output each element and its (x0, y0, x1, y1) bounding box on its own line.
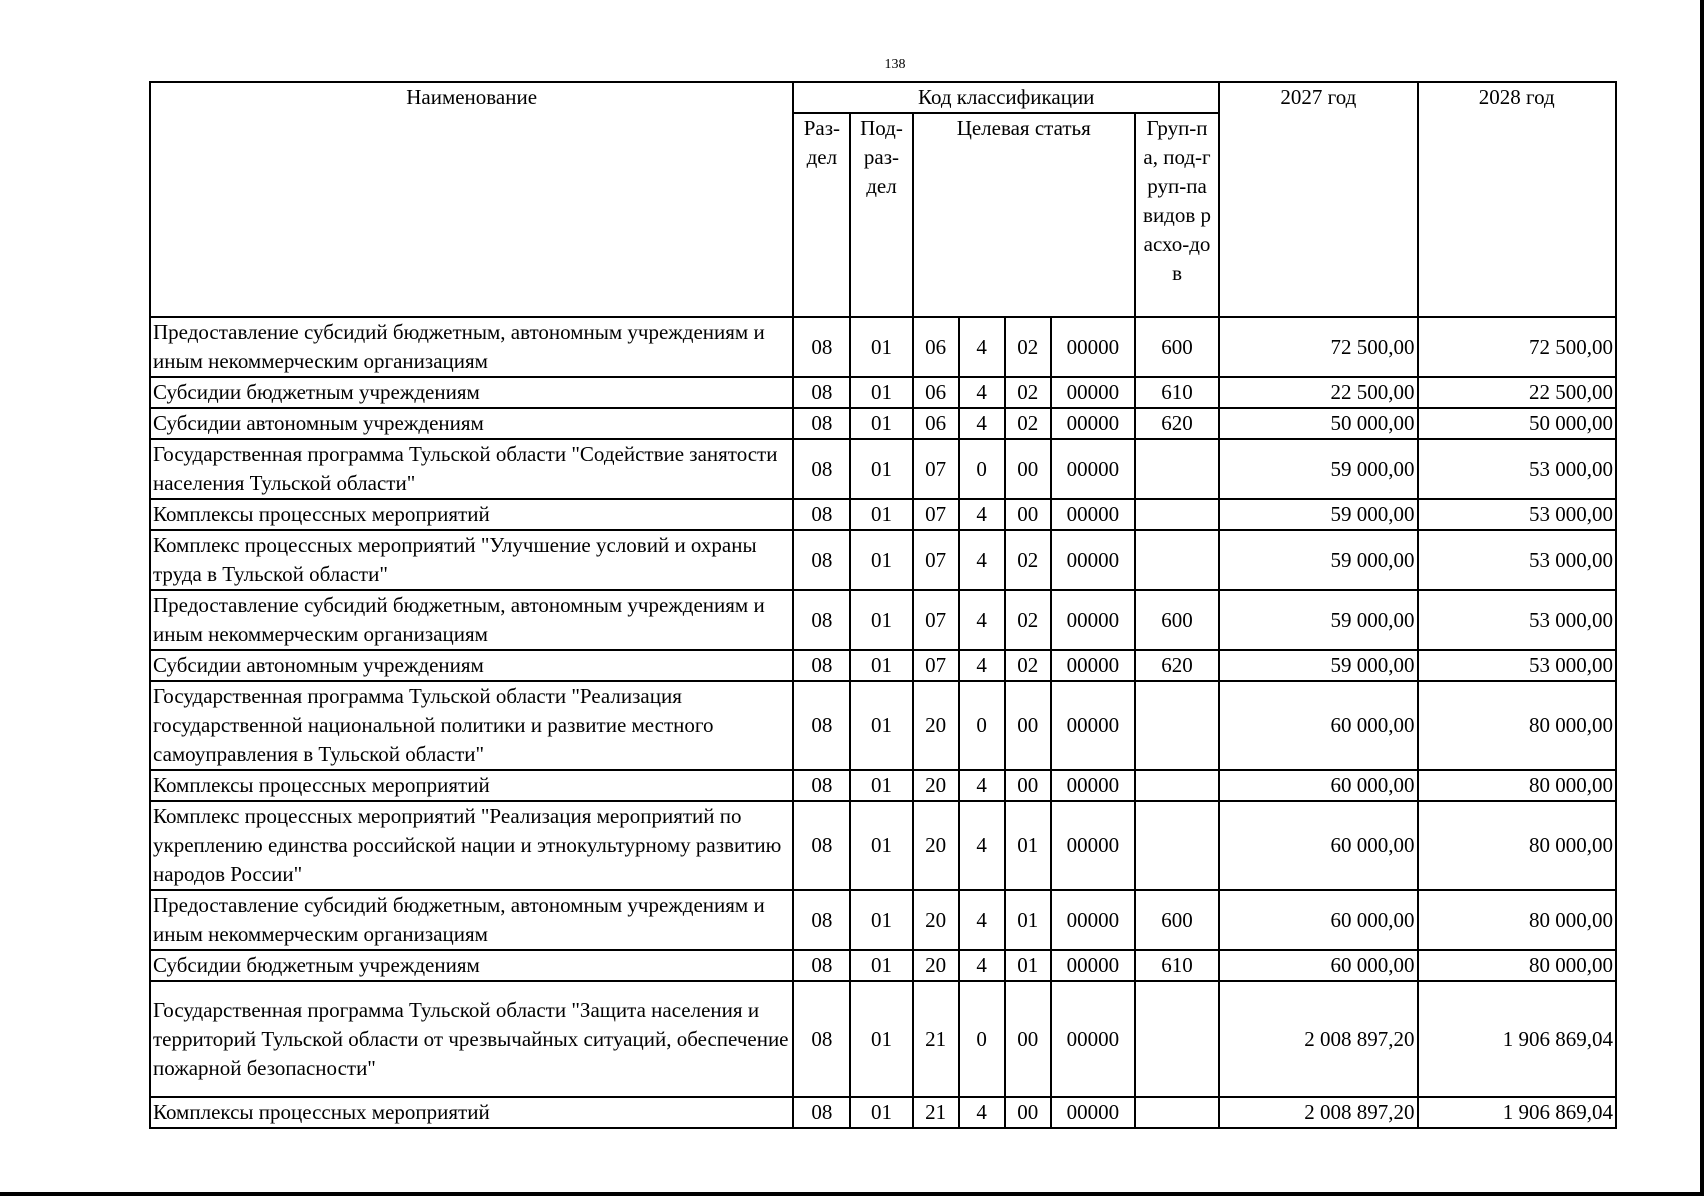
header-razdel-label: Раз-дел (803, 116, 840, 169)
row-target-direction: 00000 (1051, 801, 1135, 890)
row-target-direction: 00000 (1051, 377, 1135, 408)
row-target-direction: 00000 (1051, 439, 1135, 499)
row-podrazdel: 01 (850, 499, 912, 530)
row-name: Комплексы процессных мероприятий (150, 499, 793, 530)
row-target-program: 06 (913, 377, 959, 408)
row-target-program: 07 (913, 439, 959, 499)
row-razdel: 08 (793, 981, 850, 1097)
row-target-element: 02 (1005, 650, 1051, 681)
row-expense-group: 600 (1135, 890, 1219, 950)
row-amount-2028: 53 000,00 (1418, 530, 1616, 590)
row-podrazdel: 01 (850, 950, 912, 981)
row-razdel: 08 (793, 1097, 850, 1128)
row-target-element: 01 (1005, 950, 1051, 981)
row-expense-group (1135, 981, 1219, 1097)
row-name: Государственная программа Тульской области "Реализация государственной национальной политики и развитие местного самоуправления в Тульской области" (150, 681, 793, 770)
row-target-program: 20 (913, 890, 959, 950)
row-amount-2028: 53 000,00 (1418, 499, 1616, 530)
row-target-program: 20 (913, 681, 959, 770)
header-podrazdel (850, 113, 912, 317)
table-row (150, 770, 1616, 801)
row-amount-2027: 59 000,00 (1219, 439, 1417, 499)
row-expense-group (1135, 801, 1219, 890)
row-target-direction: 00000 (1051, 408, 1135, 439)
row-amount-2028: 53 000,00 (1418, 439, 1616, 499)
row-amount-2027: 22 500,00 (1219, 377, 1417, 408)
row-name: Государственная программа Тульской области "Содействие занятости населения Тульской области" (150, 439, 793, 499)
row-amount-2027: 50 000,00 (1219, 408, 1417, 439)
row-podrazdel: 01 (850, 590, 912, 650)
row-target-direction: 00000 (1051, 590, 1135, 650)
table-row (150, 439, 1616, 499)
row-target-program: 06 (913, 408, 959, 439)
table-row (150, 890, 1616, 950)
row-razdel: 08 (793, 801, 850, 890)
row-target-direction: 00000 (1051, 530, 1135, 590)
row-amount-2028: 53 000,00 (1418, 590, 1616, 650)
row-podrazdel: 01 (850, 317, 912, 377)
row-amount-2027: 59 000,00 (1219, 650, 1417, 681)
table-row (150, 650, 1616, 681)
row-expense-group (1135, 439, 1219, 499)
table-row (150, 377, 1616, 408)
budget-table (149, 81, 1617, 1129)
table-row (150, 950, 1616, 981)
row-podrazdel: 01 (850, 1097, 912, 1128)
row-target-type: 4 (959, 408, 1005, 439)
row-amount-2027: 72 500,00 (1219, 317, 1417, 377)
row-name: Субсидии автономным учреждениям (150, 408, 793, 439)
row-amount-2028: 80 000,00 (1418, 801, 1616, 890)
row-expense-group: 610 (1135, 950, 1219, 981)
header-name: Наименование (150, 82, 793, 317)
table-body (150, 317, 1616, 1128)
row-target-type: 4 (959, 770, 1005, 801)
table-row (150, 530, 1616, 590)
row-target-element: 02 (1005, 377, 1051, 408)
row-razdel: 08 (793, 650, 850, 681)
row-target-type: 4 (959, 499, 1005, 530)
row-target-direction: 00000 (1051, 681, 1135, 770)
row-podrazdel: 01 (850, 981, 912, 1097)
row-target-element: 01 (1005, 890, 1051, 950)
row-razdel: 08 (793, 770, 850, 801)
table-row (150, 499, 1616, 530)
row-razdel: 08 (793, 950, 850, 981)
row-target-program: 21 (913, 981, 959, 1097)
row-name: Субсидии бюджетным учреждениям (150, 377, 793, 408)
row-podrazdel: 01 (850, 890, 912, 950)
row-amount-2027: 59 000,00 (1219, 590, 1417, 650)
row-amount-2028: 1 906 869,04 (1418, 1097, 1616, 1128)
row-amount-2028: 72 500,00 (1418, 317, 1616, 377)
row-target-type: 0 (959, 681, 1005, 770)
row-expense-group (1135, 770, 1219, 801)
row-podrazdel: 01 (850, 681, 912, 770)
row-target-element: 00 (1005, 681, 1051, 770)
row-expense-group: 600 (1135, 590, 1219, 650)
row-podrazdel: 01 (850, 530, 912, 590)
row-name: Государственная программа Тульской области "Защита населения и территорий Тульской области от чрезвычайных ситуаций, обеспечение пожарной безопасности" (150, 981, 793, 1097)
row-podrazdel: 01 (850, 650, 912, 681)
row-target-program: 20 (913, 801, 959, 890)
row-target-type: 4 (959, 377, 1005, 408)
row-target-element: 00 (1005, 439, 1051, 499)
row-target-program: 07 (913, 499, 959, 530)
row-razdel: 08 (793, 530, 850, 590)
row-razdel: 08 (793, 890, 850, 950)
row-target-element: 01 (1005, 801, 1051, 890)
row-target-program: 07 (913, 530, 959, 590)
row-amount-2027: 60 000,00 (1219, 770, 1417, 801)
row-podrazdel: 01 (850, 377, 912, 408)
row-target-direction: 00000 (1051, 770, 1135, 801)
row-expense-group: 620 (1135, 408, 1219, 439)
header-podrazdel-label: Под-раз-дел (860, 116, 903, 198)
row-target-type: 4 (959, 950, 1005, 981)
header-year-2027: 2027 год (1219, 82, 1417, 317)
row-amount-2028: 53 000,00 (1418, 650, 1616, 681)
row-target-direction: 00000 (1051, 1097, 1135, 1128)
row-target-element: 00 (1005, 499, 1051, 530)
table-row (150, 590, 1616, 650)
row-name: Субсидии автономным учреждениям (150, 650, 793, 681)
row-target-type: 4 (959, 890, 1005, 950)
row-target-direction: 00000 (1051, 950, 1135, 981)
row-amount-2027: 59 000,00 (1219, 530, 1417, 590)
header-group-label: Груп-па, под-груп-па видов расхо-дов (1143, 116, 1212, 285)
row-target-direction: 00000 (1051, 890, 1135, 950)
row-target-type: 4 (959, 650, 1005, 681)
table-row (150, 681, 1616, 770)
row-expense-group (1135, 530, 1219, 590)
row-target-program: 07 (913, 590, 959, 650)
row-amount-2027: 60 000,00 (1219, 801, 1417, 890)
row-target-type: 0 (959, 439, 1005, 499)
table-row (150, 981, 1616, 1097)
row-expense-group: 620 (1135, 650, 1219, 681)
row-amount-2027: 2 008 897,20 (1219, 1097, 1417, 1128)
row-podrazdel: 01 (850, 801, 912, 890)
row-target-element: 00 (1005, 1097, 1051, 1128)
row-podrazdel: 01 (850, 770, 912, 801)
row-name: Предоставление субсидий бюджетным, автономным учреждениям и иным некоммерческим организациям (150, 317, 793, 377)
row-amount-2028: 80 000,00 (1418, 681, 1616, 770)
row-amount-2028: 80 000,00 (1418, 890, 1616, 950)
row-amount-2027: 60 000,00 (1219, 950, 1417, 981)
row-target-type: 4 (959, 590, 1005, 650)
header-classification: Код классификации (793, 82, 1219, 113)
row-target-element: 02 (1005, 408, 1051, 439)
row-target-program: 06 (913, 317, 959, 377)
row-razdel: 08 (793, 590, 850, 650)
row-name: Предоставление субсидий бюджетным, автономным учреждениям и иным некоммерческим организациям (150, 590, 793, 650)
row-target-type: 4 (959, 317, 1005, 377)
header-year-2028: 2028 год (1418, 82, 1616, 317)
header-group (1135, 113, 1219, 317)
table-row (150, 1097, 1616, 1128)
row-name: Комплекс процессных мероприятий "Улучшение условий и охраны труда в Тульской области" (150, 530, 793, 590)
row-name: Предоставление субсидий бюджетным, автономным учреждениям и иным некоммерческим организациям (150, 890, 793, 950)
row-amount-2028: 80 000,00 (1418, 950, 1616, 981)
row-target-type: 4 (959, 801, 1005, 890)
row-name: Комплексы процессных мероприятий (150, 1097, 793, 1128)
row-amount-2027: 60 000,00 (1219, 681, 1417, 770)
row-podrazdel: 01 (850, 439, 912, 499)
row-target-type: 0 (959, 981, 1005, 1097)
row-podrazdel: 01 (850, 408, 912, 439)
table-row (150, 408, 1616, 439)
row-amount-2027: 60 000,00 (1219, 890, 1417, 950)
row-expense-group (1135, 1097, 1219, 1128)
row-expense-group: 600 (1135, 317, 1219, 377)
row-target-program: 21 (913, 1097, 959, 1128)
header-razdel (793, 113, 850, 317)
row-razdel: 08 (793, 317, 850, 377)
row-target-direction: 00000 (1051, 981, 1135, 1097)
row-razdel: 08 (793, 499, 850, 530)
row-amount-2028: 22 500,00 (1418, 377, 1616, 408)
table-row (150, 317, 1616, 377)
row-amount-2028: 50 000,00 (1418, 408, 1616, 439)
row-expense-group: 610 (1135, 377, 1219, 408)
row-razdel: 08 (793, 439, 850, 499)
row-target-program: 07 (913, 650, 959, 681)
row-amount-2027: 59 000,00 (1219, 499, 1417, 530)
row-name: Комплексы процессных мероприятий (150, 770, 793, 801)
row-target-type: 4 (959, 530, 1005, 590)
row-name: Субсидии бюджетным учреждениям (150, 950, 793, 981)
row-target-element: 00 (1005, 981, 1051, 1097)
row-amount-2027: 2 008 897,20 (1219, 981, 1417, 1097)
row-expense-group (1135, 681, 1219, 770)
row-razdel: 08 (793, 681, 850, 770)
row-razdel: 08 (793, 408, 850, 439)
row-target-direction: 00000 (1051, 499, 1135, 530)
row-target-direction: 00000 (1051, 317, 1135, 377)
row-target-element: 02 (1005, 317, 1051, 377)
table-row (150, 801, 1616, 890)
row-target-program: 20 (913, 770, 959, 801)
row-target-type: 4 (959, 1097, 1005, 1128)
row-razdel: 08 (793, 377, 850, 408)
row-target-program: 20 (913, 950, 959, 981)
row-target-element: 00 (1005, 770, 1051, 801)
row-target-direction: 00000 (1051, 650, 1135, 681)
row-target-element: 02 (1005, 590, 1051, 650)
row-amount-2028: 1 906 869,04 (1418, 981, 1616, 1097)
row-amount-2028: 80 000,00 (1418, 770, 1616, 801)
page-number: 138 (884, 57, 906, 72)
header-target: Целевая статья (913, 113, 1135, 317)
row-target-element: 02 (1005, 530, 1051, 590)
row-expense-group (1135, 499, 1219, 530)
row-name: Комплекс процессных мероприятий "Реализация мероприятий по укреплению единства российской нации и этнокультурному развитию народов России" (150, 801, 793, 890)
